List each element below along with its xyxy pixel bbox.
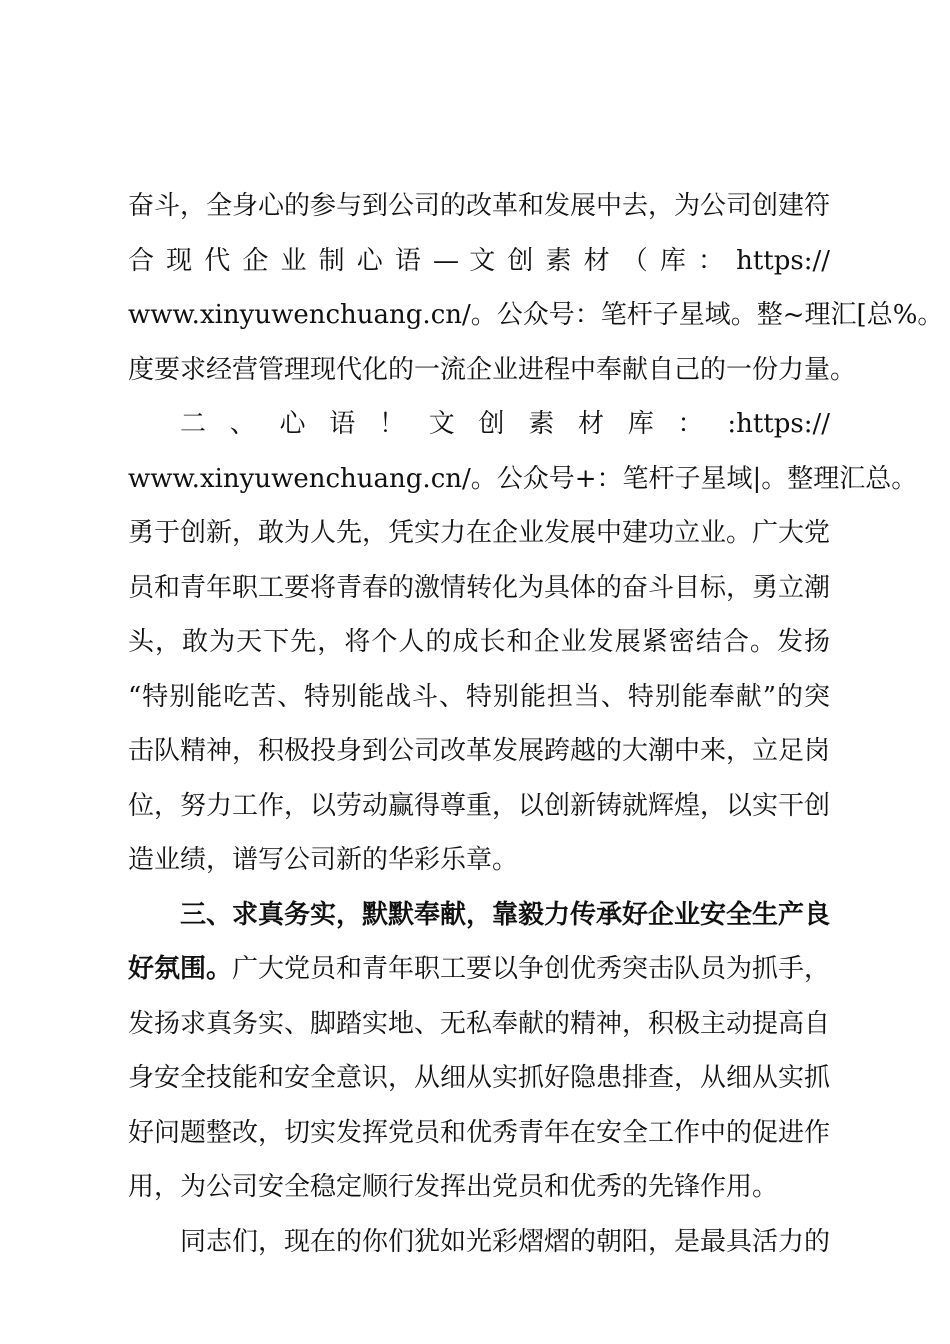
section-heading-tail: 好氛围。 <box>128 954 233 984</box>
text-line <box>128 949 830 1004</box>
text-line: “特别能吃苦、特别能战斗、特别能担当、特别能奉献”的突 <box>128 681 830 712</box>
section-heading: 三、求真务实，默默奉献，靠毅力传承好企业安全生产良 <box>180 899 831 930</box>
document-page <box>128 186 944 1276</box>
text-line: 勇于创新，敢为人先，凭实力在企业发展中建功立业。广大党 <box>128 518 831 548</box>
text-fragment: 广大党员和青年职工要以争创优秀突击队员为抓手， <box>232 954 831 984</box>
text-line: 奋斗，全身心的参与到公司的改革和发展中去，为公司创建符 <box>128 191 831 221</box>
text-line: 合 现 代 企 业 制 心 语 — 文 创 素 材 （ 库 ： https:// <box>128 245 830 276</box>
text-line: 同志们，现在的你们犹如光彩熠熠的朝阳，是最具活力的 <box>180 1226 831 1257</box>
text-line: 二 、 心 语 ！ 文 创 素 材 库 ： :https:// <box>180 409 830 439</box>
text-line: 好问题整改，切实发挥党员和优秀青年在安全工作中的促进作 <box>128 1117 831 1148</box>
text-line: 击队精神，积极投身到公司改革发展跨越的大潮中来，立足岗 <box>128 736 831 766</box>
text-line: 造业绩，谱写公司新的华彩乐章。 <box>128 845 519 875</box>
text-line: 发扬求真务实、脚踏实地、无私奉献的精神，积极主动提高自 <box>128 1008 831 1039</box>
text-line: 头，敢为天下先，将个人的成长和企业发展紧密结合。发扬 <box>128 627 830 657</box>
text-line: 用，为公司安全稳定顺行发挥出党员和优秀的先锋作用。 <box>128 1172 779 1202</box>
text-line: www.xinyuwenchuang.cn/。公众号+：笔杆子星域|。整理汇总。 <box>128 463 918 494</box>
text-line: 位，努力工作，以劳动赢得尊重，以创新铸就辉煌，以实干创 <box>128 790 831 821</box>
text-line: 员和青年职工要将青春的激情转化为具体的奋斗目标，勇立潮 <box>128 572 831 603</box>
text-line: 身安全技能和安全意识，从细从实抓好隐患排查，从细从实抓 <box>128 1063 831 1093</box>
text-line: www.xinyuwenchuang.cn/。公众号：笔杆子星域。整~理汇[总%。 <box>128 300 944 330</box>
text-line: 度要求经营管理现代化的一流企业进程中奉献自己的一份力量。 <box>128 354 857 385</box>
